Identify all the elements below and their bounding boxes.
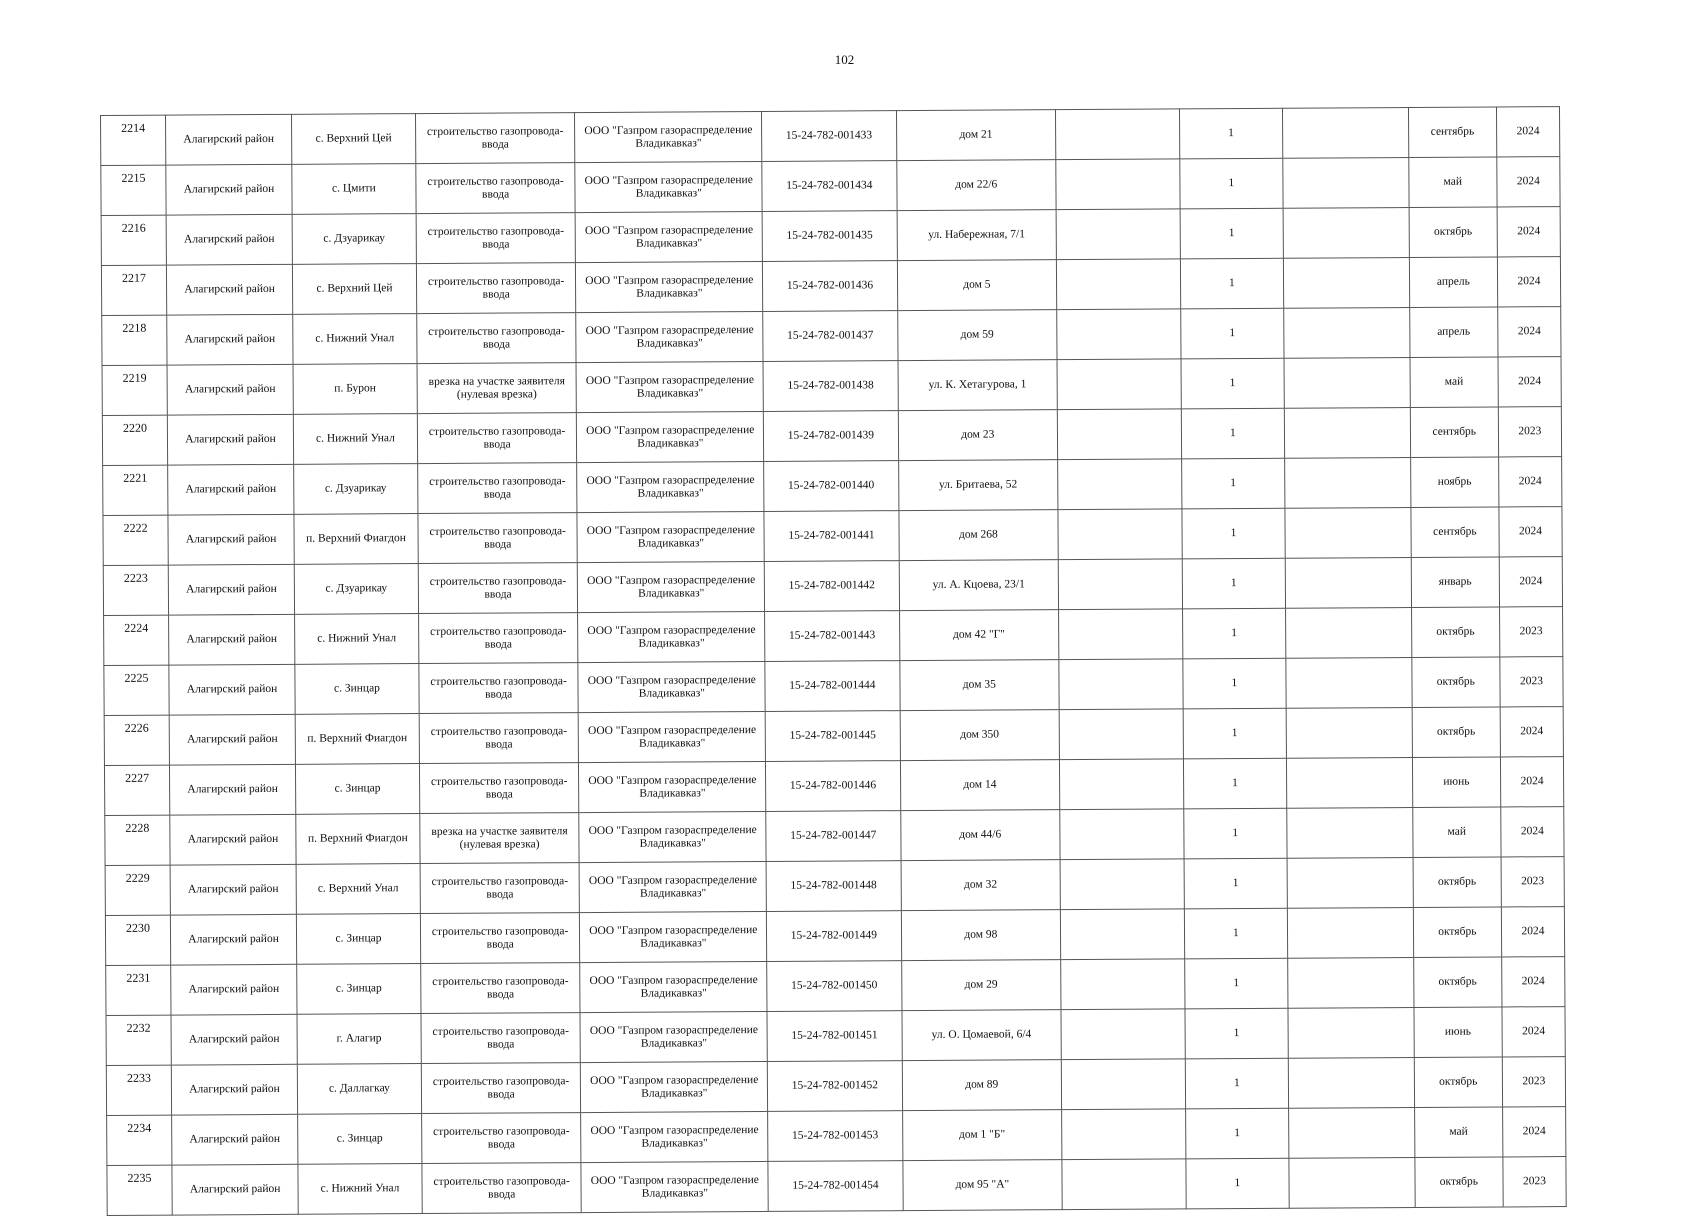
locality-cell: с. Зинцар (295, 664, 419, 715)
year-cell: 2024 (1498, 307, 1561, 357)
month-cell: апрель (1409, 257, 1497, 308)
quantity-cell: 1 (1182, 558, 1285, 609)
locality-cell: с. Цмити (292, 164, 416, 215)
empty-cell (1060, 809, 1184, 860)
quantity-cell: 1 (1184, 908, 1287, 959)
application-code-cell: 15-24-782-001445 (765, 711, 900, 762)
district-cell: Алагирский район (170, 864, 296, 915)
address-cell: ул. Бритаева, 52 (898, 460, 1058, 511)
row-number-cell: 2234 (107, 1115, 172, 1165)
row-number-cell: 2226 (104, 715, 169, 765)
year-cell: 2023 (1502, 1057, 1565, 1107)
address-cell: дом 32 (901, 860, 1061, 911)
district-cell: Алагирский район (166, 114, 292, 165)
organization-cell: ООО "Газпром газораспределение Владикавказ" (575, 161, 762, 212)
empty-cell (1288, 1107, 1414, 1158)
application-code-cell: 15-24-782-001453 (768, 1111, 903, 1162)
organization-cell: ООО "Газпром газораспределение Владикавказ" (575, 111, 762, 162)
quantity-cell: 1 (1182, 608, 1285, 659)
quantity-cell: 1 (1185, 1058, 1288, 1109)
table-row (102, 357, 1561, 416)
row-number-cell: 2220 (102, 415, 167, 465)
locality-cell: с. Даллагкау (297, 1064, 421, 1115)
quantity-cell: 1 (1183, 658, 1286, 709)
locality-cell: с. Нижний Унал (293, 314, 417, 365)
month-cell: октябрь (1411, 607, 1499, 658)
month-cell: октябрь (1412, 707, 1500, 758)
application-code-cell: 15-24-782-001443 (765, 611, 900, 662)
application-code-cell: 15-24-782-001442 (764, 561, 899, 612)
table-row (103, 457, 1562, 516)
empty-cell (1059, 709, 1183, 760)
empty-cell (1059, 609, 1183, 660)
empty-cell (1284, 458, 1410, 509)
application-code-cell: 15-24-782-001433 (762, 111, 897, 162)
month-cell: октябрь (1413, 907, 1501, 958)
district-cell: Алагирский район (166, 164, 292, 215)
month-cell: ноябрь (1410, 457, 1498, 508)
empty-cell (1286, 757, 1412, 808)
work-type-cell: строительство газопровода-ввода (419, 763, 579, 814)
table-row (104, 707, 1563, 766)
empty-cell (1286, 657, 1412, 708)
row-number-cell: 2224 (104, 615, 169, 665)
table-row (105, 857, 1564, 916)
locality-cell: п. Верхний Фиагдон (296, 814, 420, 865)
quantity-cell: 1 (1180, 258, 1283, 309)
quantity-cell: 1 (1182, 508, 1285, 559)
month-cell: октябрь (1413, 957, 1501, 1008)
year-cell: 2024 (1500, 707, 1563, 757)
organization-cell: ООО "Газпром газораспределение Владикавказ" (581, 1161, 768, 1212)
locality-cell: с. Верхний Цей (292, 114, 416, 165)
locality-cell: п. Верхний Фиагдон (294, 514, 418, 565)
empty-cell (1056, 259, 1180, 310)
row-number-cell: 2216 (101, 215, 166, 265)
table-row (107, 1107, 1566, 1166)
district-cell: Алагирский район (169, 664, 295, 715)
year-cell: 2024 (1500, 757, 1563, 807)
district-cell: Алагирский район (171, 1064, 297, 1115)
organization-cell: ООО "Газпром газораспределение Владикавказ" (580, 911, 767, 962)
quantity-cell: 1 (1181, 358, 1284, 409)
address-cell: дом 22/6 (896, 160, 1056, 211)
organization-cell: ООО "Газпром газораспределение Владикавказ" (575, 211, 762, 262)
table-row (104, 657, 1563, 716)
address-cell: дом 350 (900, 710, 1060, 761)
application-code-cell: 15-24-782-001446 (766, 761, 901, 812)
application-code-cell: 15-24-782-001448 (766, 861, 901, 912)
organization-cell: ООО "Газпром газораспределение Владикавказ" (581, 1111, 768, 1162)
table-row (103, 507, 1562, 566)
district-cell: Алагирский район (167, 414, 293, 465)
row-number-cell: 2235 (107, 1165, 172, 1215)
month-cell: апрель (1409, 307, 1497, 358)
application-code-cell: 15-24-782-001437 (763, 311, 898, 362)
address-cell: дом 268 (898, 510, 1058, 561)
empty-cell (1285, 607, 1411, 658)
quantity-cell: 1 (1181, 308, 1284, 359)
empty-cell (1287, 807, 1413, 858)
empty-cell (1060, 859, 1184, 910)
empty-cell (1289, 1157, 1415, 1208)
application-code-cell: 15-24-782-001441 (764, 511, 899, 562)
empty-cell (1056, 209, 1180, 260)
locality-cell: г. Алагир (297, 1014, 421, 1065)
table-row (105, 807, 1564, 866)
quantity-cell: 1 (1181, 408, 1284, 459)
document-sheet (100, 106, 1567, 1216)
application-code-cell: 15-24-782-001447 (766, 811, 901, 862)
empty-cell (1058, 459, 1182, 510)
empty-cell (1061, 1009, 1185, 1060)
empty-cell (1058, 559, 1182, 610)
month-cell: июнь (1412, 757, 1500, 808)
quantity-cell: 1 (1184, 858, 1287, 909)
page-number: 102 (834, 52, 855, 67)
organization-cell: ООО "Газпром газораспределение Владикавказ" (579, 861, 766, 912)
work-type-cell: строительство газопровода-ввода (416, 163, 576, 214)
work-type-cell: строительство газопровода-ввода (419, 663, 579, 714)
locality-cell: с. Зинцар (298, 1114, 422, 1165)
work-type-cell: строительство газопровода-ввода (418, 613, 578, 664)
year-cell: 2024 (1501, 907, 1564, 957)
work-type-cell: строительство газопровода-ввода (422, 1163, 582, 1214)
row-number-cell: 2221 (103, 465, 168, 515)
locality-cell: с. Дзуарикау (292, 214, 416, 265)
month-cell: сентябрь (1411, 507, 1499, 558)
application-code-cell: 15-24-782-001452 (768, 1061, 903, 1112)
month-cell: май (1413, 807, 1501, 858)
row-number-cell: 2218 (102, 315, 167, 365)
district-cell: Алагирский район (172, 1114, 298, 1165)
quantity-cell: 1 (1185, 958, 1288, 1009)
organization-cell: ООО "Газпром газораспределение Владикавказ" (581, 1061, 768, 1112)
empty-cell (1060, 759, 1184, 810)
application-code-cell: 15-24-782-001449 (767, 911, 902, 962)
locality-cell: с. Нижний Унал (298, 1164, 422, 1215)
month-cell: октябрь (1409, 207, 1497, 258)
row-number-cell: 2232 (106, 1015, 171, 1065)
empty-cell (1056, 159, 1180, 210)
application-code-cell: 15-24-782-001454 (768, 1161, 903, 1212)
work-type-cell: строительство газопровода-ввода (421, 1063, 581, 1114)
address-cell: дом 21 (896, 110, 1056, 161)
empty-cell (1062, 1159, 1186, 1210)
quantity-cell: 1 (1180, 208, 1283, 259)
address-cell: дом 95 "А" (902, 1160, 1062, 1211)
district-cell: Алагирский район (170, 764, 296, 815)
table-row (102, 407, 1561, 466)
empty-cell (1284, 408, 1410, 459)
empty-cell (1287, 957, 1413, 1008)
year-cell: 2023 (1499, 607, 1562, 657)
row-number-cell: 2222 (103, 515, 168, 565)
organization-cell: ООО "Газпром газораспределение Владикавказ" (577, 411, 764, 462)
quantity-cell: 1 (1183, 708, 1286, 759)
organization-cell: ООО "Газпром газораспределение Владикавказ" (576, 361, 763, 412)
application-code-cell: 15-24-782-001439 (764, 411, 899, 462)
empty-cell (1282, 108, 1408, 159)
locality-cell: с. Зинцар (296, 914, 420, 965)
empty-cell (1283, 208, 1409, 259)
address-cell: дом 42 "Г" (899, 610, 1059, 661)
row-number-cell: 2231 (106, 965, 171, 1015)
table-row (105, 907, 1564, 966)
address-cell: ул. А. Кцоева, 23/1 (899, 560, 1059, 611)
organization-cell: ООО "Газпром газораспределение Владикавказ" (576, 311, 763, 362)
organization-cell: ООО "Газпром газораспределение Владикавказ" (579, 711, 766, 762)
table-body (101, 107, 1567, 1216)
year-cell: 2024 (1499, 507, 1562, 557)
row-number-cell: 2233 (106, 1065, 171, 1115)
work-type-cell: строительство газопровода-ввода (417, 463, 577, 514)
locality-cell: с. Верхний Унал (296, 864, 420, 915)
row-number-cell: 2228 (105, 815, 170, 865)
empty-cell (1288, 1007, 1414, 1058)
empty-cell (1061, 959, 1185, 1010)
row-number-cell: 2229 (105, 865, 170, 915)
year-cell: 2024 (1502, 957, 1565, 1007)
table-row (101, 207, 1560, 266)
empty-cell (1283, 308, 1409, 359)
year-cell: 2023 (1503, 1157, 1566, 1207)
month-cell: сентябрь (1410, 407, 1498, 458)
empty-cell (1060, 909, 1184, 960)
work-type-cell: строительство газопровода-ввода (421, 963, 581, 1014)
organization-cell: ООО "Газпром газораспределение Владикавказ" (579, 761, 766, 812)
application-code-cell: 15-24-782-001440 (764, 461, 899, 512)
table-row (102, 307, 1561, 366)
address-cell: дом 59 (897, 310, 1057, 361)
month-cell: октябрь (1414, 1057, 1502, 1108)
month-cell: май (1414, 1107, 1502, 1158)
empty-cell (1285, 508, 1411, 559)
empty-cell (1058, 509, 1182, 560)
year-cell: 2024 (1501, 807, 1564, 857)
row-number-cell: 2217 (101, 265, 166, 315)
empty-cell (1283, 158, 1409, 209)
application-code-cell: 15-24-782-001438 (763, 361, 898, 412)
year-cell: 2024 (1502, 1007, 1565, 1057)
district-cell: Алагирский район (169, 714, 295, 765)
address-cell: дом 98 (901, 910, 1061, 961)
work-type-cell: строительство газопровода-ввода (418, 513, 578, 564)
locality-cell: с. Нижний Унал (293, 414, 417, 465)
quantity-cell: 1 (1183, 758, 1286, 809)
row-number-cell: 2223 (103, 565, 168, 615)
organization-cell: ООО "Газпром газораспределение Владикавказ" (577, 511, 764, 562)
district-cell: Алагирский район (168, 564, 294, 615)
year-cell: 2024 (1497, 207, 1560, 257)
empty-cell (1059, 659, 1183, 710)
row-number-cell: 2214 (101, 115, 166, 165)
year-cell: 2024 (1499, 557, 1562, 607)
address-cell: ул. О. Цомаевой, 6/4 (902, 1010, 1062, 1061)
year-cell: 2023 (1500, 657, 1563, 707)
table-row (101, 257, 1560, 316)
organization-cell: ООО "Газпром газораспределение Владикавказ" (578, 611, 765, 662)
month-cell: январь (1411, 557, 1499, 608)
address-cell: дом 89 (902, 1060, 1062, 1111)
table-row (106, 1057, 1565, 1116)
quantity-cell: 1 (1185, 1008, 1288, 1059)
organization-cell: ООО "Газпром газораспределение Владикавказ" (578, 561, 765, 612)
table-row (106, 1007, 1565, 1066)
organization-cell: ООО "Газпром газораспределение Владикавказ" (580, 961, 767, 1012)
address-cell: дом 14 (900, 760, 1060, 811)
table-row (106, 957, 1565, 1016)
month-cell: октябрь (1413, 857, 1501, 908)
work-type-cell: строительство газопровода-ввода (421, 1013, 581, 1064)
locality-cell: с. Зинцар (295, 764, 419, 815)
empty-cell (1288, 1057, 1414, 1108)
work-type-cell: строительство газопровода-ввода (420, 913, 580, 964)
district-cell: Алагирский район (172, 1164, 298, 1215)
month-cell: октябрь (1415, 1157, 1503, 1208)
table-row (104, 607, 1563, 666)
district-cell: Алагирский район (168, 464, 294, 515)
address-cell: дом 23 (898, 410, 1058, 461)
empty-cell (1057, 359, 1181, 410)
application-code-cell: 15-24-782-001436 (763, 261, 898, 312)
locality-cell: с. Дзуарикау (294, 564, 418, 615)
empty-cell (1057, 309, 1181, 360)
month-cell: май (1409, 157, 1497, 208)
district-cell: Алагирский район (170, 914, 296, 965)
address-cell: дом 44/6 (900, 810, 1060, 861)
district-cell: Алагирский район (171, 1014, 297, 1065)
district-cell: Алагирский район (166, 214, 292, 265)
table-row (101, 107, 1560, 166)
empty-cell (1057, 409, 1181, 460)
address-cell: дом 1 "Б" (902, 1110, 1062, 1161)
empty-cell (1283, 258, 1409, 309)
empty-cell (1062, 1109, 1186, 1160)
locality-cell: с. Зинцар (297, 964, 421, 1015)
application-code-cell: 15-24-782-001435 (762, 211, 897, 262)
table-row (101, 157, 1560, 216)
empty-cell (1285, 558, 1411, 609)
gas-connection-table (100, 106, 1567, 1216)
address-cell: дом 5 (897, 260, 1057, 311)
empty-cell (1061, 1059, 1185, 1110)
month-cell: май (1410, 357, 1498, 408)
work-type-cell: строительство газопровода-ввода (419, 713, 579, 764)
district-cell: Алагирский район (167, 364, 293, 415)
district-cell: Алагирский район (168, 514, 294, 565)
year-cell: 2024 (1497, 257, 1560, 307)
locality-cell: с. Дзуарикау (294, 464, 418, 515)
district-cell: Алагирский район (170, 814, 296, 865)
table-row (104, 757, 1563, 816)
application-code-cell: 15-24-782-001451 (767, 1011, 902, 1062)
empty-cell (1286, 707, 1412, 758)
district-cell: Алагирский район (169, 614, 295, 665)
address-cell: ул. К. Хетагурова, 1 (898, 360, 1058, 411)
quantity-cell: 1 (1179, 108, 1282, 159)
work-type-cell: строительство газопровода-ввода (416, 213, 576, 264)
year-cell: 2024 (1502, 1107, 1565, 1157)
locality-cell: п. Верхний Фиагдон (295, 714, 419, 765)
empty-cell (1287, 907, 1413, 958)
address-cell: дом 35 (899, 660, 1059, 711)
table-row (103, 557, 1562, 616)
organization-cell: ООО "Газпром газораспределение Владикавказ" (580, 1011, 767, 1062)
row-number-cell: 2219 (102, 365, 167, 415)
organization-cell: ООО "Газпром газораспределение Владикавказ" (576, 261, 763, 312)
table-row (107, 1157, 1566, 1216)
work-type-cell: строительство газопровода-ввода (415, 113, 575, 164)
organization-cell: ООО "Газпром газораспределение Владикавказ" (579, 811, 766, 862)
locality-cell: п. Бурон (293, 364, 417, 415)
work-type-cell: строительство газопровода-ввода (417, 413, 577, 464)
work-type-cell: строительство газопровода-ввода (418, 563, 578, 614)
month-cell: октябрь (1412, 657, 1500, 708)
work-type-cell: строительство газопровода-ввода (421, 1113, 581, 1164)
year-cell: 2023 (1501, 857, 1564, 907)
work-type-cell: строительство газопровода-ввода (417, 313, 577, 364)
row-number-cell: 2215 (101, 165, 166, 215)
district-cell: Алагирский район (166, 264, 292, 315)
work-type-cell: строительство газопровода-ввода (416, 263, 576, 314)
row-number-cell: 2225 (104, 665, 169, 715)
row-number-cell: 2230 (105, 915, 170, 965)
locality-cell: с. Верхний Цей (292, 264, 416, 315)
quantity-cell: 1 (1180, 158, 1283, 209)
quantity-cell: 1 (1184, 808, 1287, 859)
month-cell: сентябрь (1408, 107, 1496, 158)
work-type-cell: врезка на участке заявителя (нулевая врезка) (420, 813, 580, 864)
district-cell: Алагирский район (167, 314, 293, 365)
row-number-cell: 2227 (104, 765, 169, 815)
quantity-cell: 1 (1186, 1108, 1289, 1159)
application-code-cell: 15-24-782-001434 (762, 161, 897, 212)
empty-cell (1056, 109, 1180, 160)
application-code-cell: 15-24-782-001450 (767, 961, 902, 1012)
year-cell: 2024 (1499, 457, 1562, 507)
address-cell: ул. Набережная, 7/1 (897, 210, 1057, 261)
empty-cell (1284, 358, 1410, 409)
quantity-cell: 1 (1186, 1158, 1289, 1209)
work-type-cell: строительство газопровода-ввода (420, 863, 580, 914)
year-cell: 2024 (1498, 357, 1561, 407)
organization-cell: ООО "Газпром газораспределение Владикавказ" (578, 661, 765, 712)
work-type-cell: врезка на участке заявителя (нулевая врезка) (417, 363, 577, 414)
address-cell: дом 29 (901, 960, 1061, 1011)
district-cell: Алагирский район (171, 964, 297, 1015)
month-cell: июнь (1414, 1007, 1502, 1058)
empty-cell (1287, 857, 1413, 908)
locality-cell: с. Нижний Унал (295, 614, 419, 665)
application-code-cell: 15-24-782-001444 (765, 661, 900, 712)
year-cell: 2024 (1497, 157, 1560, 207)
year-cell: 2023 (1498, 407, 1561, 457)
organization-cell: ООО "Газпром газораспределение Владикавказ" (577, 461, 764, 512)
quantity-cell: 1 (1182, 458, 1285, 509)
year-cell: 2024 (1496, 107, 1559, 157)
